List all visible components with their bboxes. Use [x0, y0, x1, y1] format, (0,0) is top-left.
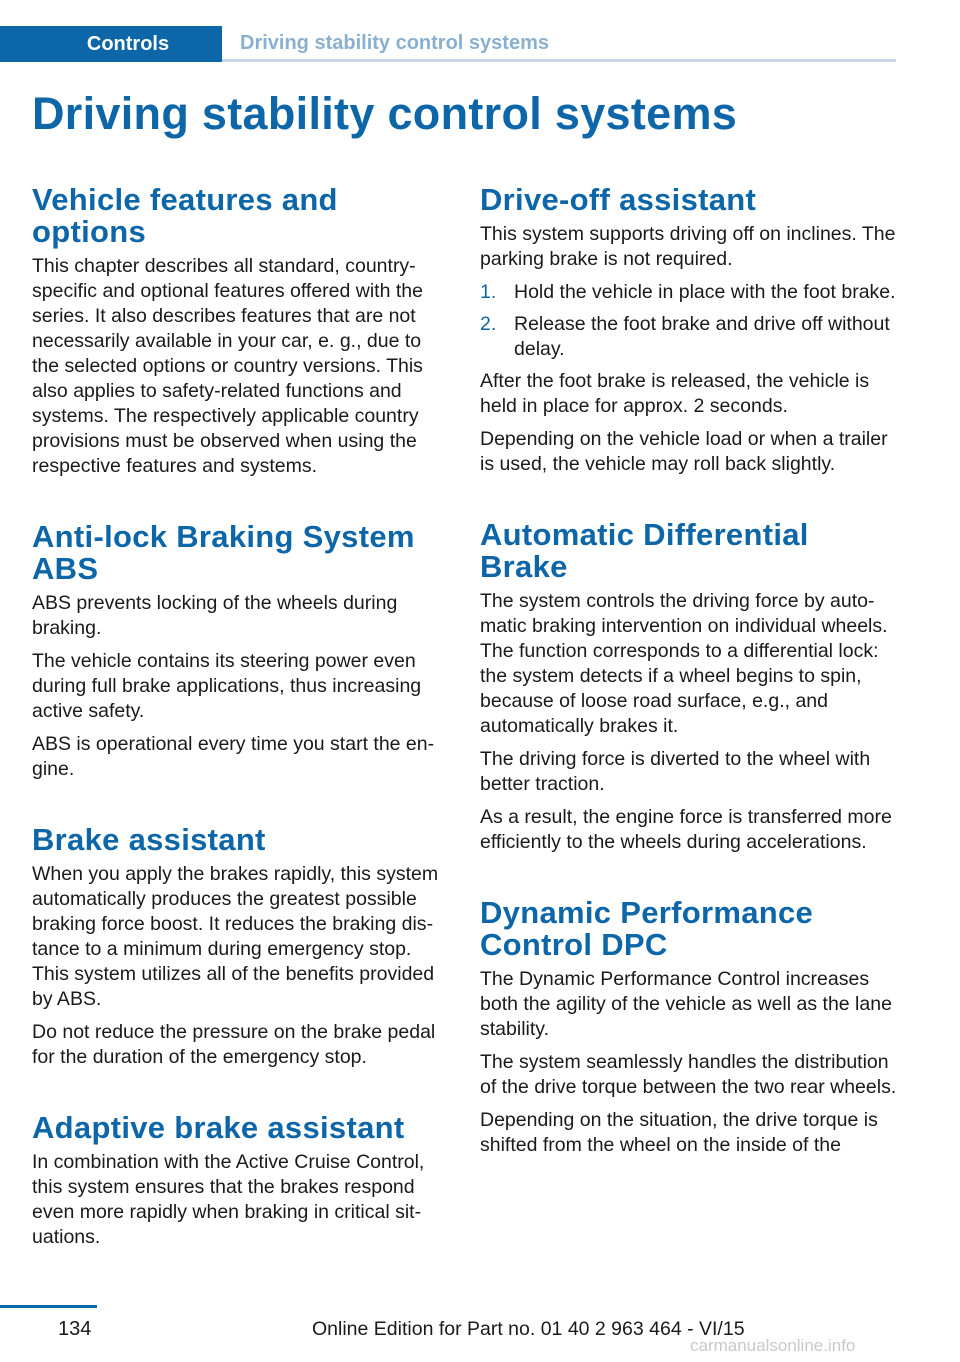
paragraph: ABS is operational every time you start the engine. [32, 733, 435, 780]
step-number: 2. [480, 313, 497, 335]
step-number: 1. [480, 281, 497, 303]
paragraph: After the foot brake is released, the vehicle is held in place for approx. 2 seconds. [480, 370, 870, 417]
paragraph: ABS prevents locking of the wheels during braking. [32, 592, 398, 639]
page-title: Driving stability control systems [32, 88, 738, 139]
paragraph: This chapter describes all standard, country-specific and optional features offered with the series. It also describes features that are not necessarily available in your car, e. g., due to the selected options or country versions. This also applies to safety-related functions and systems. The respectively applicable country provisions must be observed when using the respective features and systems. [32, 255, 423, 477]
edition-note: Online Edition for Part no. 01 40 2 963 464 - VI/15 [312, 1318, 745, 1340]
section-heading-vehicle-features: Vehicle features and options [32, 182, 338, 249]
paragraph: The system controls the driving force by automatic braking intervention on individual wheels. The function corresponds to a differential lock: the system detects if a wheel begins to spin, because of loose road surface, e.g., and automatically brakes it. [480, 590, 888, 737]
watermark: carmanualsonline.info [690, 1336, 856, 1355]
paragraph: Do not reduce the pressure on the brake pedal for the duration of the emergency stop. [32, 1021, 436, 1068]
paragraph: Depending on the situation, the drive torque is shifted from the wheel on the inside of the [480, 1109, 878, 1156]
page-header [0, 26, 896, 62]
paragraph: The system seamlessly handles the distribution of the drive torque between the two rear wheels. [480, 1051, 897, 1098]
section-heading-abs: Anti-lock Braking System ABS [32, 519, 415, 586]
section-heading-drive-off-assistant: Drive-off assistant [480, 182, 757, 217]
paragraph: This system supports driving off on inclines. The parking brake is not required. [480, 223, 896, 270]
page-number: 134 [58, 1318, 92, 1340]
section-heading-dynamic-performance-control: Dynamic Performance Control DPC [480, 895, 814, 962]
chapter-tab [0, 26, 222, 62]
section-heading-brake-assistant: Brake assistant [32, 822, 266, 857]
footer-rule [0, 1305, 97, 1308]
steps-list [480, 280, 898, 362]
section-heading-automatic-differential-brake: Automatic Differential Brake [480, 517, 809, 584]
step-text: Release the foot brake and drive off without delay. [514, 313, 890, 360]
breadcrumb: Driving stability control systems [240, 32, 549, 54]
paragraph: In combination with the Active Cruise Control, this system ensures that the brakes respond even more rapidly when braking in critical situations. [32, 1151, 425, 1248]
list-item [480, 312, 898, 362]
paragraph: When you apply the brakes rapidly, this system automatically produces the greatest possible braking force boost. It reduces the braking distance to a minimum during emergency stop. This system utilizes all of the benefits provided by ABS. [32, 863, 439, 1010]
left-column [32, 184, 450, 1258]
chapter-tab-label: Controls [86, 33, 170, 55]
paragraph: The vehicle contains its steering power even during full brake applications, thus increasing active safety. [32, 650, 422, 722]
paragraph: As a result, the engine force is transferred more efficiently to the wheels during accelerations. [480, 806, 892, 853]
right-column [480, 184, 898, 1166]
list-item [480, 280, 898, 305]
paragraph: Depending on the vehicle load or when a trailer is used, the vehicle may roll back slightly. [480, 428, 888, 475]
step-text: Hold the vehicle in place with the foot brake. [514, 281, 896, 303]
paragraph: The Dynamic Performance Control increases both the agility of the vehicle as well as the lane stability. [480, 968, 892, 1040]
section-heading-adaptive-brake-assistant: Adaptive brake assistant [32, 1110, 405, 1145]
paragraph: The driving force is diverted to the wheel with better traction. [480, 748, 871, 795]
